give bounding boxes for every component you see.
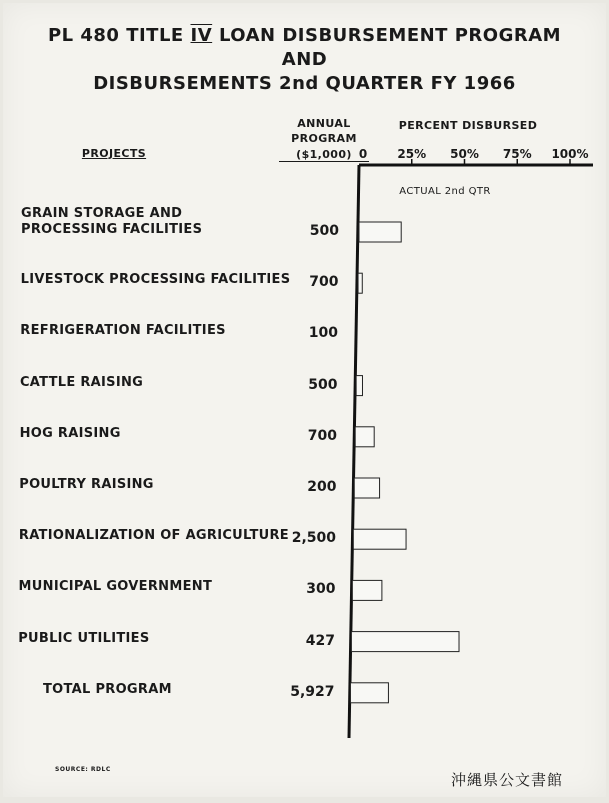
title-text-rest: LOAN DISBURSEMENT PROGRAM	[218, 25, 562, 46]
bar-9	[351, 632, 459, 652]
archive-stamp: 沖縄県公文書館	[451, 771, 564, 789]
project-label: PUBLIC UTILITIES	[18, 630, 150, 646]
project-label: MUNICIPAL GOVERNMENT	[18, 579, 213, 595]
series-label-actual-2nd-qtr: ACTUAL 2nd QTR	[399, 186, 491, 197]
source-note: SOURCE: RDLC	[55, 766, 111, 773]
project-label: POULTRY RAISING	[19, 477, 154, 492]
bar-7	[353, 529, 406, 549]
chart-title-line-3: DISBURSEMENTS 2nd QUARTER FY 1966	[93, 73, 516, 94]
projects-header: PROJECTS	[81, 147, 147, 160]
annual-program-value: 300	[306, 581, 336, 598]
x-tick-label: 0	[358, 147, 368, 161]
bar-chart	[3, 3, 606, 797]
annual-program-value: 700	[307, 427, 337, 444]
annual-program-header-2: PROGRAM	[291, 132, 357, 145]
project-label: REFRIGERATION FACILITIES	[20, 323, 226, 339]
bar-1	[359, 222, 401, 242]
annual-program-value: 200	[307, 479, 337, 495]
project-label: CATTLE RAISING	[19, 374, 144, 390]
annual-program-value: 700	[309, 274, 339, 291]
annual-program-value: 100	[308, 325, 338, 342]
x-tick-label: 100%	[551, 147, 589, 161]
chart-title-line-2: AND	[281, 49, 328, 70]
bar-4	[356, 376, 362, 396]
bar-8	[352, 580, 382, 600]
annual-program-value: 427	[305, 632, 335, 649]
bar-2	[358, 273, 362, 293]
project-label: TOTAL PROGRAM	[43, 681, 172, 697]
annual-program-header-3: ($1,000)	[279, 148, 369, 162]
bar-5	[355, 427, 374, 447]
x-tick-label: 50%	[450, 147, 479, 161]
title-text: PL 480 TITLE	[47, 25, 184, 46]
percent-disbursed-label: PERCENT DISBURSED	[398, 119, 538, 132]
project-label: RATIONALIZATION OF AGRICULTURE	[18, 528, 289, 544]
project-label: LIVESTOCK PROCESSING FACILITIES	[20, 272, 291, 288]
bar-6	[354, 478, 379, 498]
document-sheet	[3, 3, 606, 797]
x-tick-label: 25%	[397, 147, 427, 161]
project-label: HOG RAISING	[19, 425, 121, 441]
bar-10	[350, 683, 388, 703]
title-roman-numeral: IV	[190, 25, 213, 46]
annual-program-value: 5,927	[290, 683, 335, 700]
annual-program-header-1: ANNUAL	[297, 117, 351, 130]
annual-program-value: 500	[308, 376, 338, 393]
project-label: GRAIN STORAGE AND PROCESSING FACILITIES	[21, 206, 203, 237]
x-tick-label: 75%	[502, 147, 532, 161]
annual-program-value: 500	[309, 223, 339, 239]
annual-program-value: 2,500	[291, 530, 336, 547]
